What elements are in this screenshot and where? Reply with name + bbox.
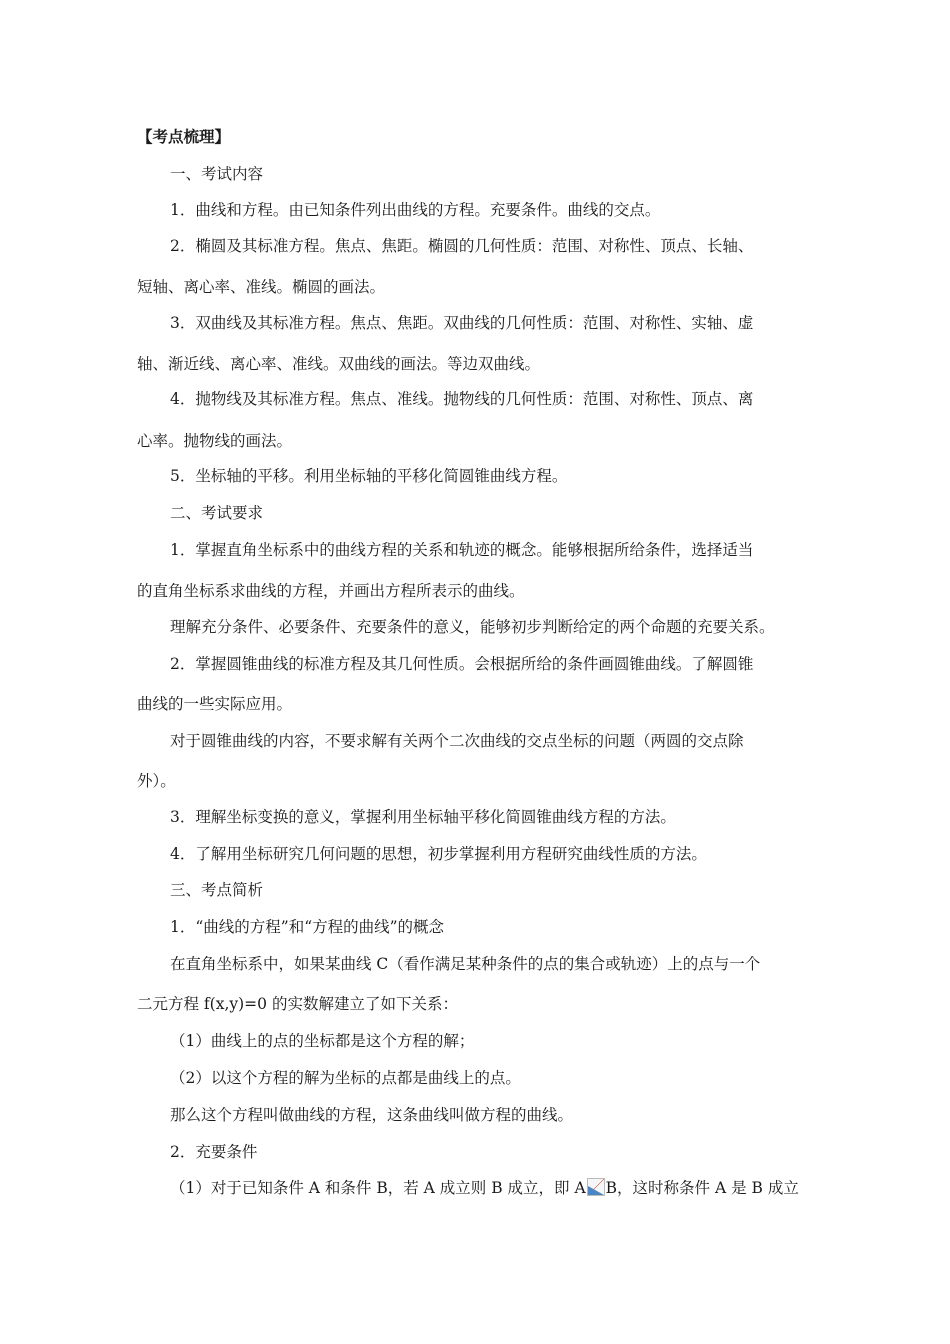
content-item-1: 1．曲线和方程。由已知条件列出曲线的方程。充要条件。曲线的交点。 xyxy=(170,201,661,219)
section-title-content: 一、考试内容 xyxy=(170,165,264,183)
requirement-4: 4．了解用坐标研究几何问题的思想，初步掌握利用方程研究曲线性质的方法。 xyxy=(170,845,707,863)
requirement-2: 2．掌握圆锥曲线的标准方程及其几何性质。会根据所给的条件画圆锥曲线。了解圆锥 xyxy=(170,655,754,673)
content-item-2: 2．椭圆及其标准方程。焦点、焦距。椭圆的几何性质：范围、对称性、顶点、长轴、 xyxy=(170,237,754,255)
section-heading: 【考点梳理】 xyxy=(137,127,231,146)
section-title-requirements: 二、考试要求 xyxy=(170,504,264,522)
content-item-3: 3．双曲线及其标准方程。焦点、焦距。双曲线的几何性质：范围、对称性、实轴、虚 xyxy=(170,314,754,332)
sufficient-condition-pre: （1）对于已知条件 A 和条件 B，若 A 成立则 B 成立，即 A xyxy=(170,1179,586,1197)
requirement-1-note: 理解充分条件、必要条件、充要条件的意义，能够初步判断给定的两个命题的充要关系。 xyxy=(170,618,775,636)
content-item-2-cont: 短轴、离心率、准线。椭圆的画法。 xyxy=(137,278,386,296)
condition-2: （2）以这个方程的解为坐标的点都是曲线上的点。 xyxy=(170,1069,521,1087)
conclusion-text: 那么这个方程叫做曲线的方程，这条曲线叫做方程的曲线。 xyxy=(170,1106,574,1124)
sufficient-condition-text xyxy=(170,1178,799,1198)
requirement-1: 1．掌握直角坐标系中的曲线方程的关系和轨迹的概念。能够根据所给条件，选择适当 xyxy=(170,541,754,559)
analysis-point-1: 1．“曲线的方程”和“方程的曲线”的概念 xyxy=(170,918,445,936)
analysis-paragraph: 在直角坐标系中，如果某曲线 C（看作满足某种条件的点的集合或轨迹）上的点与一个 xyxy=(170,955,761,973)
section-title-analysis: 三、考点简析 xyxy=(170,881,264,899)
content-item-4-cont: 心率。抛物线的画法。 xyxy=(137,432,293,450)
condition-1: （1）曲线上的点的坐标都是这个方程的解； xyxy=(170,1032,475,1050)
requirement-2-note: 对于圆锥曲线的内容，不要求解有关两个二次曲线的交点坐标的问题（两圆的交点除 xyxy=(170,732,744,750)
content-item-4: 4．抛物线及其标准方程。焦点、准线。抛物线的几何性质：范围、对称性、顶点、离 xyxy=(170,390,754,408)
content-item-5: 5．坐标轴的平移。利用坐标轴的平移化简圆锥曲线方程。 xyxy=(170,467,568,485)
analysis-paragraph-cont: 二元方程 f(x,y)=0 的实数解建立了如下关系： xyxy=(137,995,458,1013)
sufficient-condition-post: B，这时称条件 A 是 B 成立 xyxy=(605,1179,799,1197)
requirement-2-note-cont: 外）。 xyxy=(137,772,176,790)
content-item-3-cont: 轴、渐近线、离心率、准线。双曲线的画法。等边双曲线。 xyxy=(137,355,541,373)
requirement-3: 3．理解坐标变换的意义，掌握利用坐标轴平移化简圆锥曲线方程的方法。 xyxy=(170,808,676,826)
requirement-1-cont: 的直角坐标系求曲线的方程，并画出方程所表示的曲线。 xyxy=(137,582,525,600)
analysis-point-2: 2．充要条件 xyxy=(170,1143,258,1161)
requirement-2-cont: 曲线的一些实际应用。 xyxy=(137,695,293,713)
broken-image-icon xyxy=(587,1178,605,1196)
